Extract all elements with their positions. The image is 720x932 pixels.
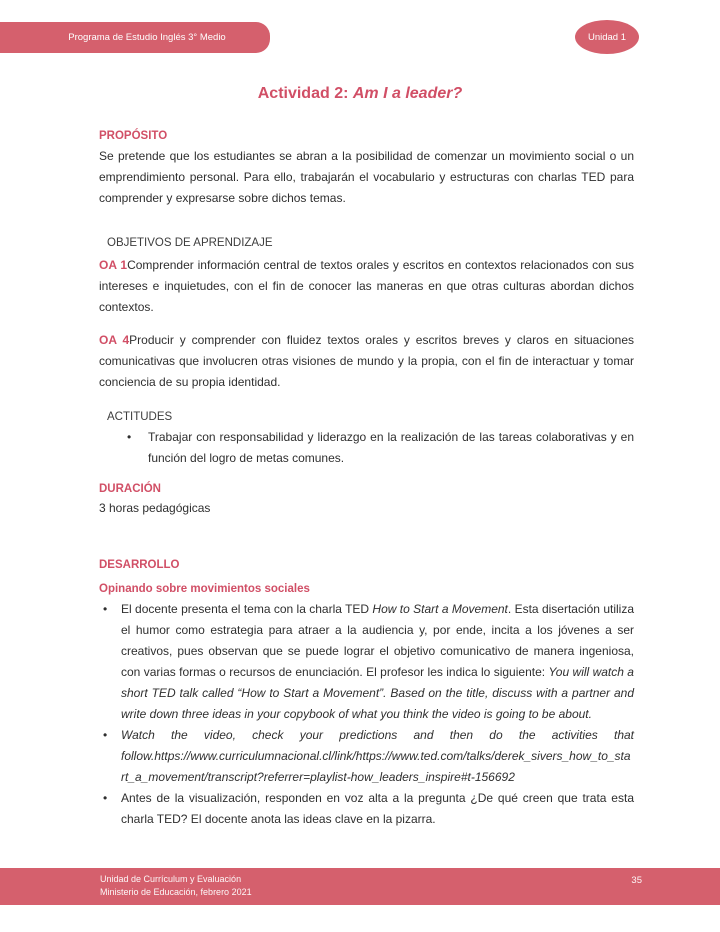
list-item: • Trabajar con responsabilidad y liderazgo en la realización de las tareas colaborativas y en función del logro de metas comunes. <box>99 427 634 469</box>
paragraph-oa1 <box>99 255 634 318</box>
footer-org-line: Unidad de Currículum y Evaluación <box>100 874 242 884</box>
page-number: 35 <box>631 875 642 886</box>
heading-desarrollo: DESARROLLO <box>99 559 180 571</box>
list-item: • Antes de la visualización, responden en voz alta a la pregunta ¿De qué creen que trata esta charla TED? El docente anota las ideas clave en la pizarra. <box>99 788 634 830</box>
paragraph-oa4 <box>99 330 634 393</box>
oa4-label: OA 4 <box>99 333 130 347</box>
oa1-text: Comprender información central de textos orales y escritos en contextos relacionados con sus intereses e inquietudes, con el fin de conocer las maneras en que otras culturas abordan dichos contextos. <box>99 258 635 314</box>
heading-duracion: DURACIÓN <box>99 483 161 495</box>
heading-objetivos: OBJETIVOS DE APRENDIZAJE <box>107 237 273 249</box>
subheading-opinando: Opinando sobre movimientos sociales <box>99 583 310 595</box>
page-title-prefix: Actividad 2: <box>257 85 353 102</box>
oa1-label: OA 1 <box>99 258 128 272</box>
page-title <box>0 85 720 103</box>
actitudes-list <box>99 427 634 469</box>
footer-ministry-line: Ministerio de Educación, febrero 2021 <box>100 887 252 897</box>
unit-badge <box>575 20 639 54</box>
program-badge <box>0 22 270 53</box>
paragraph-duracion: 3 horas pedagógicas <box>99 501 211 515</box>
page-title-emphasis: Am I a leader? <box>352 85 463 102</box>
heading-actitudes: ACTITUDES <box>107 411 173 423</box>
paragraph-proposito: Se pretende que los estudiantes se abran a la posibilidad de comenzar un movimiento social o un emprendimiento personal. Para ello, trabajarán el vocabulario y estructuras con charlas TED para comprender y expresarse sobre dichos temas. <box>99 149 634 205</box>
main-content <box>99 128 634 830</box>
program-badge-label: Programa de Estudio Inglés 3° Medio <box>68 32 226 43</box>
page-footer <box>0 868 720 905</box>
oa4-text: Producir y comprender con fluidez textos orales y escritos breves y claros en situaciones comunicativas que involucren otras visiones de mundo y la propia, con el fin de interactuar y tomar conciencia de su propia identidad. <box>99 333 635 389</box>
unit-badge-label: Unidad 1 <box>587 31 627 43</box>
list-item: • Watch the video, check your predictions and then do the activities that follow.https://www.curriculumnacional.cl/link/https://www.ted.com/talks/derek_sivers_how_to_start_a_movement/transcript?referrer=playlist-how_leaders_inspire#t-156692 <box>99 725 634 788</box>
desarrollo-list <box>99 599 634 830</box>
list-item: • El docente presenta el tema con la charla TED How to Start a Movement. Esta disertación utiliza el humor como estrategia para atraer a la audiencia y, por ende, incita a los jóvenes a ser creativos, pues observan que se puede lograr el objetivo comunicativo de manera ingeniosa, con varias formas o recursos de enunciación. El profesor les indica lo siguiente: You will watch a short TED talk called “How to Start a Movement”. Based on the title, discuss with a partner and write down three ideas in your copybook of what you think the video is going to be about. <box>99 599 634 725</box>
heading-proposito: PROPÓSITO <box>99 130 168 142</box>
